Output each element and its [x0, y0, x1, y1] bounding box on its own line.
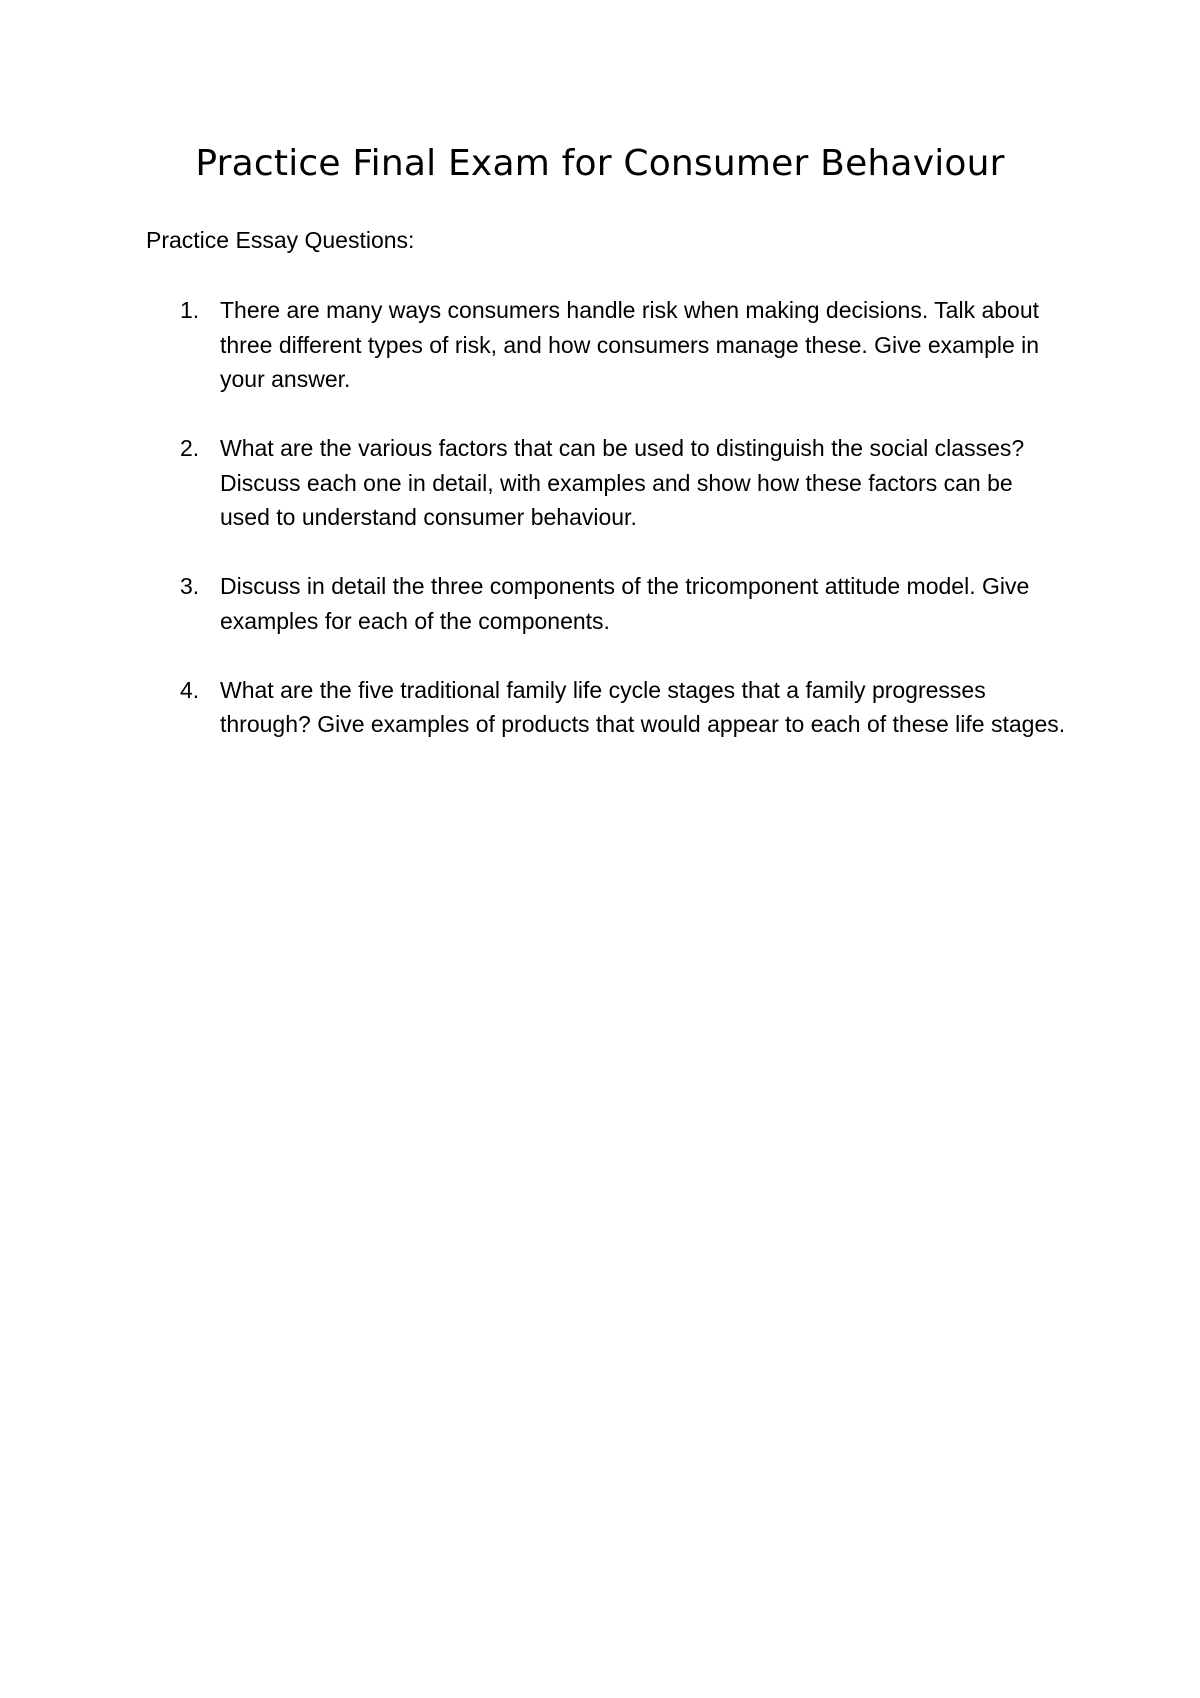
question-text: What are the various factors that can be used to distinguish the social classes? Discuss each one in detail, with examples and show how these factors can be used to understand consumer behaviour. [220, 435, 1025, 530]
list-item [146, 569, 1066, 638]
question-list [146, 293, 1066, 776]
question-text: Discuss in detail the three components of the tricomponent attitude model. Give examples for each of the components. [220, 573, 1030, 634]
question-number: 3. [180, 573, 200, 599]
question-number: 1. [180, 297, 200, 323]
section-heading: Practice Essay Questions: [146, 227, 415, 253]
list-item [146, 431, 1066, 535]
list-item [146, 673, 1066, 742]
list-item [146, 293, 1066, 397]
question-number: 2. [180, 435, 200, 461]
page-title: Practice Final Exam for Consumer Behaviour [195, 143, 1005, 184]
question-text: There are many ways consumers handle risk when making decisions. Talk about three different types of risk, and how consumers manage these. Give example in your answer. [220, 297, 1040, 392]
question-text: What are the five traditional family life cycle stages that a family progresses through? Give examples of products that would appear to each of these life stages. [220, 676, 1066, 737]
question-number: 4. [180, 676, 200, 703]
